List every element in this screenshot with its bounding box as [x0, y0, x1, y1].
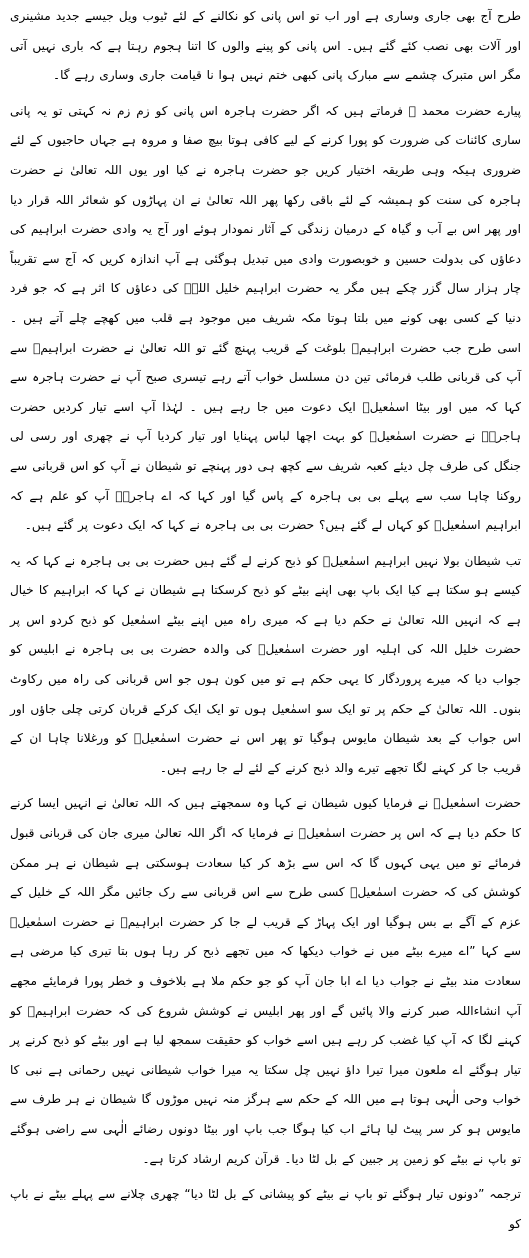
paragraph-translation: ترجمہ ”دونوں تیار ہوگئے تو باپ نے بیٹے کو پیشانی کے بل لٹا دیا“ چھری چلانے سے پہلے بیٹے نے باپ کو [10, 1187, 521, 1231]
paragraph-zamzam-well: طرح آج بھی جاری وساری ہے اور اب تو اس پانی کو نکالنے کے لئے ٹیوب ویل جیسے جدید مشینری اور آلات بھی نصب کئے گئے ہیں۔ اس پانی کو پینے والوں کا اتنا ہجوم رہتا ہے کہ باری نہیں آتی مگر اس متبرک چشمے سے مبارک پانی کبھی ختم نہیں ہوا نا قیامت جاری وساری رہے گا۔ [10, 9, 521, 83]
paragraph-satan-and-hajrah: تب شیطان بولا نہیں ابراہیم اسمٰعیلؑ کو ذبح کرنے لے گئے ہیں حضرت بی بی ہاجرہ نے کہا کہ یہ کیسے ہو سکتا ہے کیا ایک باپ بھی اپنے بیٹے کو ذبح کرسکتا ہے شیطان نے کہا کہ ابراہیم کا خیال ہے کہ انہیں اللہ تعالیٰ نے حکم دیا ہے کہ میری راہ میں اپنے بیٹے اسمٰعیل کو ذبح کردو اس پر حضرت خلیل اللہ کی اہلیہ اور حضرت اسمٰعیلؑ کی والدہ حضرت بی بی ہاجرہ نے ابلیس کو جواب دیا کہ میرے پروردگار کا یہی حکم ہے تو میں کون ہوں جو اس قربانی کی راہ میں رکاوٹ بنوں۔ اللہ تعالیٰ کے حکم پر تو ایک سو اسمٰعیل ہوں تو ایک ایک کرکے قربان کرتی چلی جاؤں اور اس جواب کے بعد شیطان مایوس ہوگیا تو پھر اس نے حضرت اسمٰعیلؑ کو ورغلانا چاہا ان کے قریب جا کر کہنے لگا تجھے تیرے والد ذبح کرنے کے لئے لے جا رہے ہیں۔ [10, 553, 521, 775]
paragraph-ismail-reply: حضرت اسمٰعیلؑ نے فرمایا کیوں شیطان نے کہا وہ سمجھتے ہیں کہ اللہ تعالیٰ نے انہیں ایسا کرنے کا حکم دیا ہے کہ اس پر حضرت اسمٰعیلؑ نے فرمایا کہ اگر اللہ تعالیٰ میری جان کی قربانی قبول فرمائے تو میں یہی کہوں گا کہ اس سے بڑھ کر کیا سعادت ہوسکتی ہے شیطان نے ہر ممکن کوشش کی کہ حضرت اسمٰعیلؑ کسی طرح سے اس قربانی سے رک جائیں مگر اللہ کے خلیل کے عزم کے آگے بے بس ہوگیا اور ایک پہاڑ کے قریب لے جا کر حضرت ابراہیمؑ نے حضرت اسمٰعیلؑ سے کہا ”اے میرے بیٹے میں نے خواب دیکھا کہ میں تجھے ذبح کر رہا ہوں بتا تیری کیا مرضی ہے سعادت مند بیٹے نے جواب دیا اے ابا جان آپ کو جو حکم ملا ہے بلاخوف و خطر پورا فرمایئے مجھے آپ انشاءاللہ صبر کرنے والا پائیں گے اور پھر ابلیس نے کوشش شروع کی کہ حضرت ابراہیمؑ کو کہنے لگا کہ آپ کیا غضب کر رہے ہیں اسے خواب کو حقیقت سمجھ لیا ہے اور بیٹے کو ذبح کرنے پر تیار ہوگئے اے ملعون میرا تیرا داؤ نہیں چل سکتا یہ میرا خواب شیطانی نہیں رحمانی ہے نبی کا خواب وحی الٰہی ہوتا ہے میں اللہ کے حکم سے ہرگز منہ نہیں موڑوں گا شیطان نے ہر طرف سے مایوس ہو کر سر پیٹ لیا ہائے اب کیا ہوگا جب باپ اور بیٹا دونوں رضائے الٰہی سے راضی ہوگئے تو باپ نے بیٹے کو زمین پر جبین کے بل لٹا دیا۔ قرآن کریم ارشاد کرتا ہے۔ [10, 796, 521, 1166]
paragraph-hajrah-and-dream: پیارے حضرت محمد ﷺ فرماتے ہیں کہ اگر حضرت ہاجرہ اس پانی کو زم زم نہ کہتی تو یہ پانی ساری کائنات کی ضرورت کو پورا کرنے کے لیے کافی ہوتا بیچ صفا و مروہ ہے جہاں حاجیوں کے لئے ضروری ہیکہ وہی طریقہ اختیار کریں جو حضرت ہاجرہ نے کیا اور یوں اللہ تعالیٰ نے حضرت ہاجرہ کی سنت کو ہمیشہ کے لئے باقی رکھا پھر اللہ تعالیٰ نے ان پہاڑوں کو شعائر اللہ قرار دیا اور پھر اس بے آب و گیاہ کے درمیان زندگی کے آثار نمودار ہوئے اور آج یہ وادی حضرت ابراہیم کی دعاؤں کی بدولت حسین و خوبصورت وادی میں تبدیل ہوگئی ہے آپ اندازہ کریں کہ آج سے تقریباً چار ہزار سال گزر چکے ہیں مگر یہ حضرت ابراہیم خلیل اللہؑ کی دعاؤں کا اثر ہے کہ جو فرد دنیا کے کسی بھی کونے میں بلتا ہوتا مکہ شریف میں موجود ہے قلب میں کھچے چلے آتے ہیں ۔ اسی طرح جب حضرت ابراہیمؑ بلوغت کے قریب پہنچ گئے تو اللہ تعالیٰ نے حضرت ابراہیمؑ سے آپ کی قربانی طلب فرمائی تین دن مسلسل خواب آتے رہے تیسری صبح آپ نے حضرت ہاجرہ سے کہا کہ میں اور بیٹا اسمٰعیلؑ ایک دعوت میں جا رہے ہیں ۔ لہٰذا آپ اسے تیار کردیں حضرت ہاجرہؑ نے حضرت اسمٰعیلؑ کو بہت اچھا لباس پہنایا اور تیار کردیا آپ نے چھری اور رسی لی جنگل کی طرف چل دیئے کعبہ شریف سے کچھ ہی دور پہنچے تو شیطان نے آپ کو اس قربانی سے روکنا چاہا سب سے پہلے بی بی ہاجرہ کے پاس گیا اور کہا کہ اے ہاجرہؑ آپ کو علم ہے کہ ابراہیم اسمٰعیلؑ کو کہاں لے گئے ہیں؟ حضرت بی بی ہاجرہ نے کہا کہ ایک دعوت پر گئے ہیں۔ [10, 103, 521, 533]
